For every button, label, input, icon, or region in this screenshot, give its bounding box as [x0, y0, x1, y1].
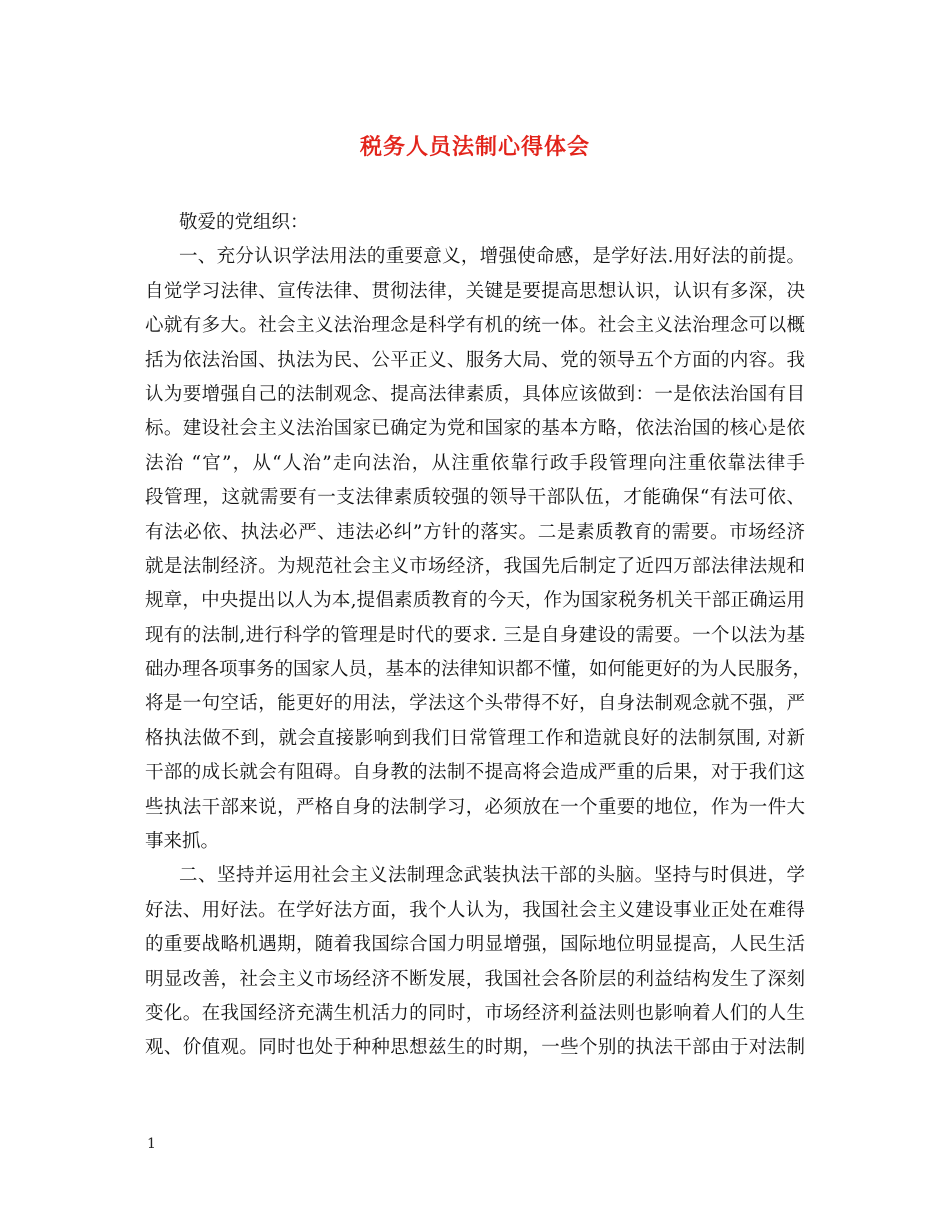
paragraph-line: 现有的法制,进行科学的管理是时代的要求. 三是自身建设的需要。一个以法为基 [145, 624, 805, 646]
paragraph-line: 的重要战略机遇期，随着我国综合国力明显增强，国际地位明显提高，人民生活 [145, 934, 805, 956]
paragraph-line: 明显改善，社会主义市场经济不断发展，我国社会各阶层的利益结构发生了深刻 [145, 968, 805, 990]
paragraph-line: 将是一句空话，能更好的用法，学法这个头带得不好，自身法制观念就不强，严 [145, 693, 805, 715]
page-number: 1 [147, 1136, 156, 1152]
paragraph-line: 一、充分认识学法用法的重要意义，增强使命感，是学好法.用好法的前提。 [179, 246, 805, 268]
paragraph-line: 规章，中央提出以人为本,提倡素质教育的今天，作为国家税务机关干部正确运用 [145, 590, 805, 612]
paragraph-line: 些执法干部来说，严格自身的法制学习，必须放在一个重要的地位，作为一件大 [145, 796, 805, 818]
paragraph-line: 就是法制经济。为规范社会主义市场经济，我国先后制定了近四万部法律法规和 [145, 555, 805, 577]
paragraph-line: 括为依法治国、执法为民、公平正义、服务大局、党的领导五个方面的内容。我 [145, 349, 805, 371]
salutation: 敬爱的党组织： [179, 212, 309, 233]
paragraph-line: 二、坚持并运用社会主义法制理念武装执法干部的头脑。坚持与时俱进，学 [179, 865, 805, 887]
paragraph-line: 格执法做不到，就会直接影响到我们日常管理工作和造就良好的法制氛围, 对新 [145, 727, 805, 749]
document-body [145, 206, 812, 1066]
paragraph-line: 段管理，这就需要有一支法律素质较强的领导干部队伍，才能确保“有法可依、 [145, 487, 805, 509]
paragraph-line: 有法必依、执法必严、违法必纠”方针的落实。二是素质教育的需要。市场经济 [145, 521, 805, 543]
paragraph-line: 法治 “官”，从“人治”走向法治，从注重依靠行政手段管理向注重依靠法律手 [145, 452, 805, 474]
paragraph-line: 标。建设社会主义法治国家已确定为党和国家的基本方略，依法治国的核心是依 [145, 418, 805, 440]
paragraph-line: 变化。在我国经济充满生机活力的同时，市场经济利益法则也影响着人们的人生 [145, 1002, 805, 1024]
paragraph-line: 干部的成长就会有阻碍。自身教的法制不提高将会造成严重的后果，对于我们这 [145, 762, 805, 784]
paragraph-line: 自觉学习法律、宣传法律、贯彻法律，关键是要提高思想认识，认识有多深，决 [145, 280, 805, 302]
document-title: 税务人员法制心得体会 [359, 134, 590, 160]
paragraph-line: 好法、用好法。在学好法方面，我个人认为，我国社会主义建设事业正处在难得 [145, 899, 805, 921]
paragraph-line: 事来抓。 [145, 831, 220, 853]
paragraph-line: 心就有多大。社会主义法治理念是科学有机的统一体。社会主义法治理念可以概 [145, 315, 805, 337]
paragraph-line: 观、价值观。同时也处于种种思想兹生的时期，一些个别的执法干部由于对法制 [145, 1037, 805, 1059]
paragraph-line: 认为要增强自己的法制观念、提高法律素质，具体应该做到：一是依法治国有目 [145, 383, 805, 405]
paragraph-line: 础办理各项事务的国家人员，基本的法律知识都不懂，如何能更好的为人民服务， [145, 659, 812, 681]
